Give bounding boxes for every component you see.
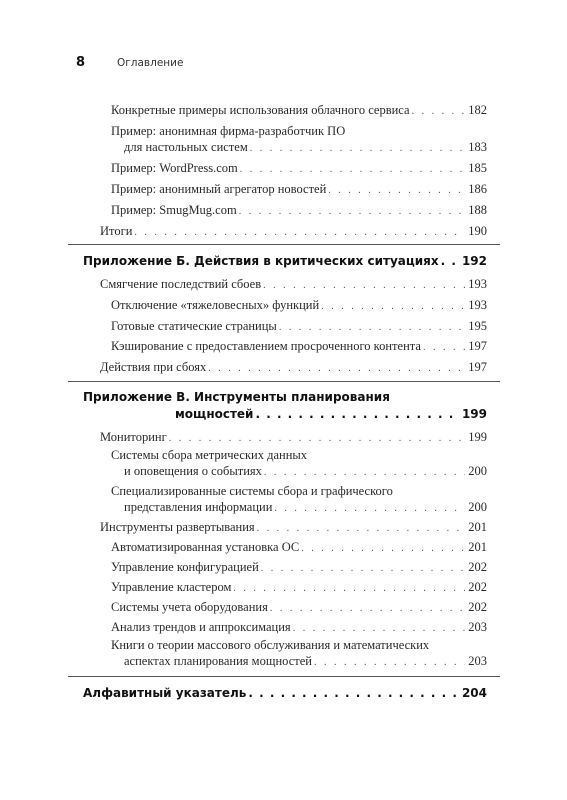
- toc-entry-page: 186: [468, 182, 487, 196]
- toc-appendix-title: мощностей: [175, 407, 254, 421]
- toc-leader-dots: [169, 433, 466, 444]
- toc-entry-title: аспектах планирования мощностей: [124, 654, 312, 668]
- toc-entry: [124, 464, 487, 479]
- toc-entry: [100, 430, 487, 445]
- toc-appendix-title: Приложение Б. Действия в критических ситуациях: [83, 254, 439, 268]
- toc-leader-dots: [261, 563, 465, 574]
- toc-leader-dots: [293, 623, 466, 634]
- toc-entry-page: 200: [468, 464, 487, 478]
- toc-entry-title: Пример: WordPress.com: [111, 161, 238, 175]
- toc-entry-page: 201: [468, 540, 487, 554]
- toc-entry: [124, 500, 487, 515]
- toc-entry-title: Пример: анонимный агрегатор новостей: [111, 182, 327, 196]
- toc-entry: [100, 277, 487, 292]
- toc-entry-title-line1: Системы сбора метрических данных: [111, 448, 308, 462]
- toc-entry-title: Инструменты развертывания: [100, 520, 255, 534]
- running-header-title: Оглавление: [117, 57, 184, 69]
- toc-entry-page: 183: [468, 140, 487, 154]
- toc-entry-title: и оповещения о событиях: [124, 464, 262, 478]
- toc-leader-dots: [248, 686, 459, 700]
- toc-entry: [111, 339, 487, 354]
- toc-entry-page: 197: [468, 339, 487, 353]
- toc-entry-title: Действия при сбоях: [100, 360, 207, 374]
- toc-entry: [124, 140, 487, 155]
- toc-entry: [111, 600, 487, 615]
- toc-entry: [111, 319, 487, 334]
- toc-entry: [111, 540, 487, 555]
- toc-entry: [111, 560, 487, 575]
- toc-entry: [100, 520, 487, 535]
- toc-entry: [111, 620, 487, 635]
- toc-entry: [111, 161, 487, 176]
- toc-leader-dots: [250, 143, 466, 154]
- toc-leader-dots: [274, 503, 465, 514]
- toc-entry-page: 203: [468, 654, 487, 668]
- running-header: [0, 53, 567, 73]
- toc-entry-title: Мониторинг: [100, 430, 167, 444]
- toc-entry-page: 201: [468, 520, 487, 534]
- toc-entry-title: представления информации: [124, 500, 273, 514]
- toc-leader-dots: [423, 342, 465, 353]
- toc-leader-dots: [264, 467, 465, 478]
- toc-entry: [111, 103, 487, 118]
- toc-entry: [100, 360, 487, 375]
- toc-appendix-heading: [83, 254, 487, 268]
- toc-appendix-page: 199: [461, 407, 487, 421]
- toc-leader-dots: [279, 322, 465, 333]
- toc-leader-dots: [321, 301, 465, 312]
- toc-leader-dots: [208, 363, 465, 374]
- toc-leader-dots: [255, 407, 458, 421]
- toc-entry-title-line1: Книги о теории массового обслуживания и математических: [111, 638, 430, 652]
- toc-entry-title: Кэширование с предоставлением просроченного контента: [111, 339, 421, 353]
- toc-leader-dots: [233, 583, 465, 594]
- toc-leader-dots: [328, 185, 465, 196]
- toc-entry-title: Отключение «тяжеловесных» функций: [111, 298, 320, 312]
- toc-entry-page: 190: [468, 224, 487, 238]
- toc-appendix-page: 192: [461, 254, 487, 268]
- toc-appendix-title-line1: Приложение В. Инструменты планирования: [83, 390, 390, 404]
- divider: [68, 381, 500, 382]
- toc-entry-page: 202: [468, 560, 487, 574]
- toc-entry-title: Смягчение последствий сбоев: [100, 277, 262, 291]
- toc-entry-page: 195: [468, 319, 487, 333]
- toc-entry-page: 182: [468, 103, 487, 117]
- toc-entry-title: Конкретные примеры использования облачного сервиса: [111, 103, 410, 117]
- toc-entry-title: Пример: SmugMug.com: [111, 203, 237, 217]
- toc-leader-dots: [263, 280, 465, 291]
- toc-entry: [100, 224, 487, 239]
- toc-entry-page: 203: [468, 620, 487, 634]
- toc-leader-dots: [270, 603, 465, 614]
- toc-entry-title: Управление кластером: [111, 580, 232, 594]
- toc-leader-dots: [412, 106, 466, 117]
- toc-appendix-heading: [83, 686, 487, 700]
- toc-entry-title: Готовые статические страницы: [111, 319, 277, 333]
- divider: [68, 244, 500, 245]
- toc-leader-dots: [314, 657, 465, 668]
- toc-entry-page: 202: [468, 600, 487, 614]
- toc-leader-dots: [257, 523, 466, 534]
- toc-entry-page: 202: [468, 580, 487, 594]
- toc-entry-title-line1: Специализированные системы сбора и графического: [111, 484, 393, 498]
- toc-entry-title: Анализ трендов и аппроксимация: [111, 620, 291, 634]
- toc-entry-title: для настольных систем: [124, 140, 248, 154]
- toc-entry-title: Автоматизированная установка ОС: [111, 540, 300, 554]
- toc-entry: [111, 182, 487, 197]
- toc-index-title: Алфавитный указатель: [83, 686, 247, 700]
- toc-entry-title: Итоги: [100, 224, 133, 238]
- toc-leader-dots: [301, 543, 465, 554]
- toc-leader-dots: [441, 254, 459, 268]
- toc-entry-title-line1: Пример: анонимная фирма-разработчик ПО: [111, 124, 346, 138]
- toc-entry-page: 185: [468, 161, 487, 175]
- toc-entry: [111, 298, 487, 313]
- divider: [68, 676, 500, 677]
- toc-index-page: 204: [461, 686, 487, 700]
- toc-appendix-heading: [175, 407, 487, 421]
- toc-entry-page: 193: [468, 298, 487, 312]
- page-number: 8: [76, 55, 86, 70]
- toc-entry-page: 197: [468, 360, 487, 374]
- toc-entry-page: 188: [468, 203, 487, 217]
- toc-entry: [111, 580, 487, 595]
- toc-entry-page: 199: [468, 430, 487, 444]
- toc-entry: [111, 203, 487, 218]
- toc-entry-page: 193: [468, 277, 487, 291]
- toc-leader-dots: [240, 164, 465, 175]
- toc-entry-page: 200: [468, 500, 487, 514]
- toc-leader-dots: [134, 227, 465, 238]
- toc-leader-dots: [239, 206, 466, 217]
- toc-entry-title: Управление конфигурацией: [111, 560, 259, 574]
- toc-entry-title: Системы учета оборудования: [111, 600, 268, 614]
- toc-entry: [124, 654, 487, 669]
